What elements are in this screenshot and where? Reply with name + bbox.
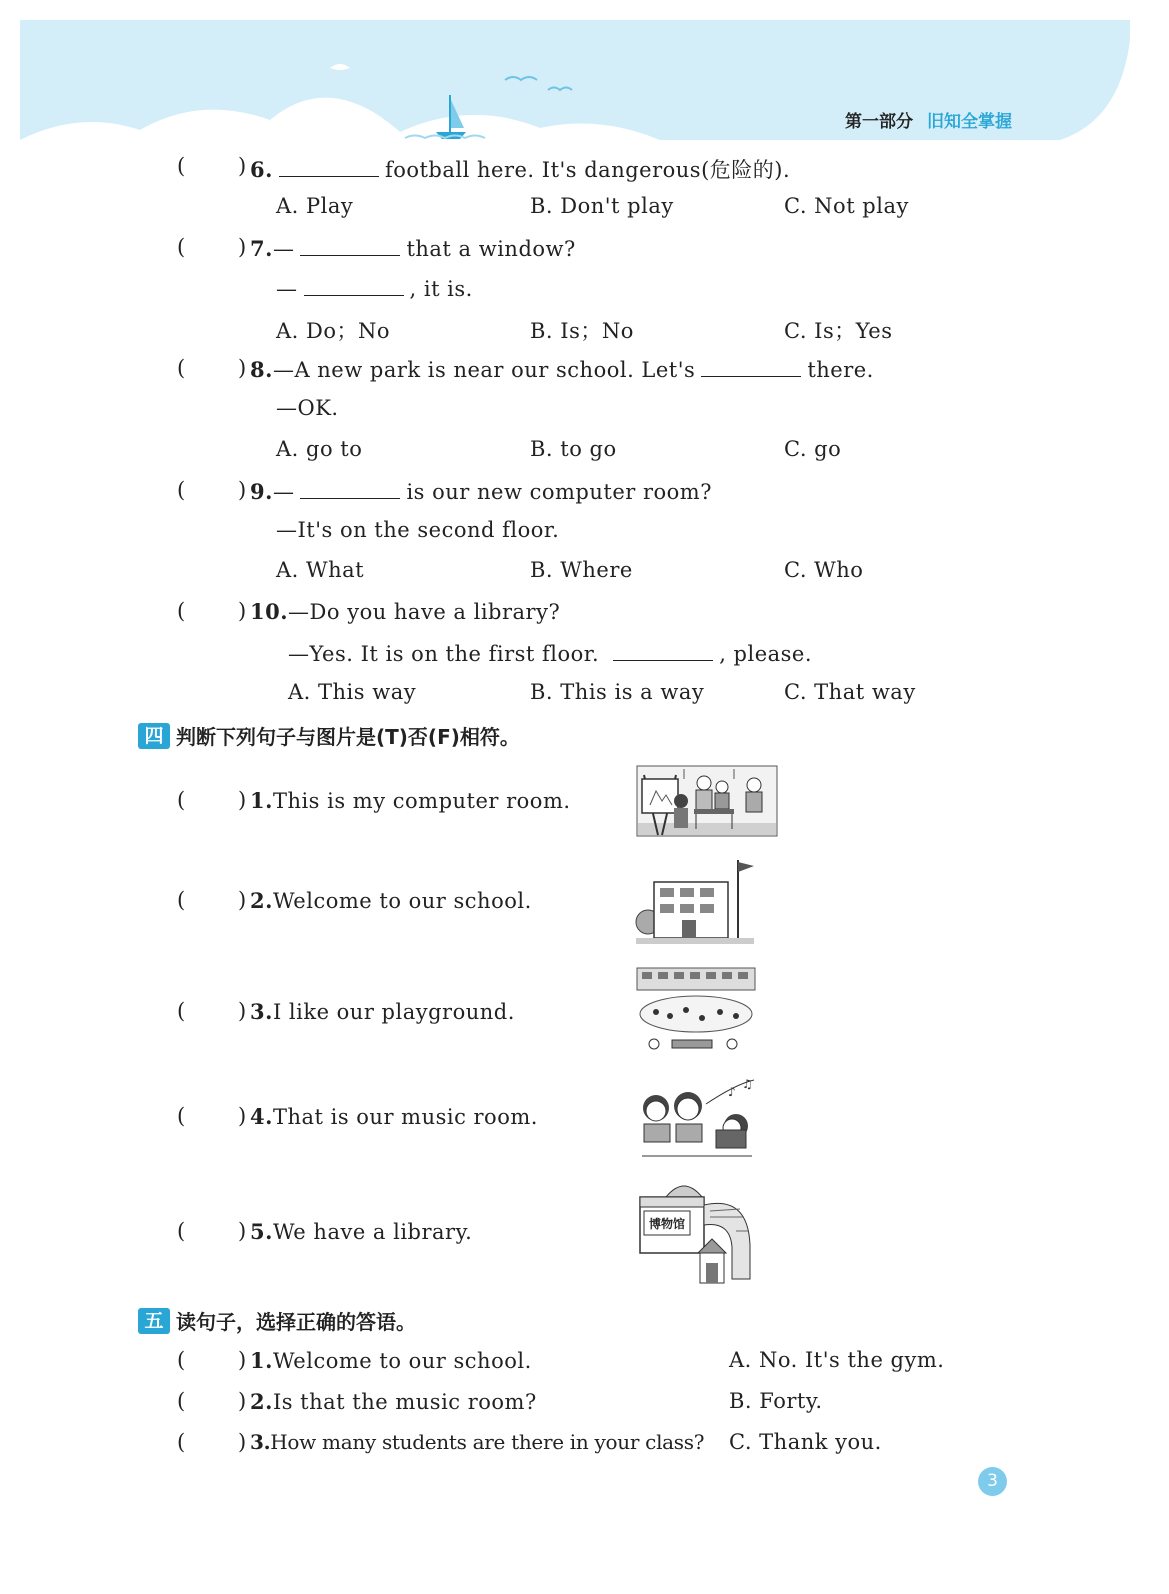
option-b: B. Is；No [530,319,634,343]
match-answer-a: A. No. It's the gym. [729,1348,945,1372]
section-4-heading [138,721,520,750]
option-c: C. Not play [784,194,909,218]
page-number: 3 [978,1467,1007,1496]
question-6: 6. football here. It's dangerous(危险的). [250,157,791,182]
header-title [845,107,1012,132]
section-title: 判断下列句子与图片是(T)否(F)相符。 [176,725,520,749]
question-9-line2: —It's on the second floor. [276,518,560,542]
answer-paren-open: ( [177,478,186,502]
section-number-badge: 五 [138,1308,170,1334]
answer-blank [613,640,713,661]
answer-blank [300,235,400,256]
option-a: A. go to [276,437,363,461]
section-5-heading [138,1306,416,1335]
answer-paren-open: ( [177,788,186,812]
answer-paren-close: ) [238,1104,247,1128]
header-section: 旧知全掌握 [927,112,1012,132]
answer-paren-open: ( [177,888,186,912]
answer-blank [304,275,404,296]
answer-paren-close: ) [238,356,247,380]
answer-paren-close: ) [238,1348,247,1372]
answer-paren-close: ) [238,154,247,178]
sky-clouds-illustration [0,0,1169,160]
header-part: 第一部分 [845,112,913,132]
option-c: C. That way [784,680,916,704]
question-10: 10.—Do you have a library? [250,599,561,624]
answer-paren-open: ( [177,154,186,178]
answer-paren-open: ( [177,999,186,1023]
match-item-2: 2.Is that the music room? [250,1389,537,1414]
answer-paren-open: ( [177,1219,186,1243]
option-c: C. Who [784,558,864,582]
answer-blank [279,156,379,177]
judge-item-5: 5.We have a library. [250,1219,473,1244]
answer-paren-close: ) [238,788,247,812]
option-c: C. Is；Yes [784,319,893,343]
answer-paren-open: ( [177,1430,186,1454]
section-number-badge: 四 [138,723,170,749]
answer-paren-close: ) [238,888,247,912]
question-8-line2: —OK. [276,396,339,420]
question-10-line2: —Yes. It is on the first floor. , please. [288,642,813,666]
question-7: 7.— that a window? [250,236,576,261]
answer-paren-close: ) [238,1389,247,1413]
school-building-picture [634,856,756,946]
option-a: A. Play [276,194,354,218]
header-banner [0,0,1169,160]
answer-paren-open: ( [177,599,186,623]
answer-blank [300,478,400,499]
answer-paren-open: ( [177,356,186,380]
match-item-1: 1.Welcome to our school. [250,1348,532,1373]
answer-paren-close: ) [238,235,247,259]
judge-item-1: 1.This is my computer room. [250,788,571,813]
question-9: 9.— is our new computer room? [250,479,712,504]
option-a: A. What [276,558,365,582]
question-7-line2: — , it is. [276,277,473,301]
match-item-3: 3.How many students are there in your class? [250,1430,705,1454]
match-answer-c: C. Thank you. [729,1430,882,1454]
section-title: 读句子，选择正确的答语。 [176,1310,416,1334]
option-c: C. go [784,437,842,461]
answer-blank [701,356,801,377]
option-b: B. Where [530,558,633,582]
answer-paren-close: ) [238,599,247,623]
answer-paren-open: ( [177,1348,186,1372]
answer-paren-open: ( [177,1104,186,1128]
option-a: A. This way [288,680,417,704]
answer-paren-close: ) [238,999,247,1023]
answer-paren-close: ) [238,478,247,502]
judge-item-2: 2.Welcome to our school. [250,888,532,913]
svg-text:♪: ♪ [728,1085,736,1099]
option-b: B. This is a way [530,680,705,704]
answer-paren-open: ( [177,1389,186,1413]
option-b: B. Don't play [530,194,674,218]
option-a: A. Do；No [276,319,391,343]
classroom-drawing-picture [636,765,778,837]
singing-children-picture [636,1076,756,1160]
museum-building-picture [636,1175,756,1287]
question-8: 8.—A new park is near our school. Let's there. [250,357,874,382]
answer-paren-close: ) [238,1219,247,1243]
answer-paren-close: ) [238,1430,247,1454]
playground-picture [636,962,756,1062]
museum-sign: 博物馆 [648,1217,686,1231]
judge-item-3: 3.I like our playground. [250,999,515,1024]
svg-text:♫: ♫ [742,1077,753,1091]
match-answer-b: B. Forty. [729,1389,823,1413]
option-b: B. to go [530,437,617,461]
judge-item-4: 4.That is our music room. [250,1104,538,1129]
answer-paren-open: ( [177,235,186,259]
